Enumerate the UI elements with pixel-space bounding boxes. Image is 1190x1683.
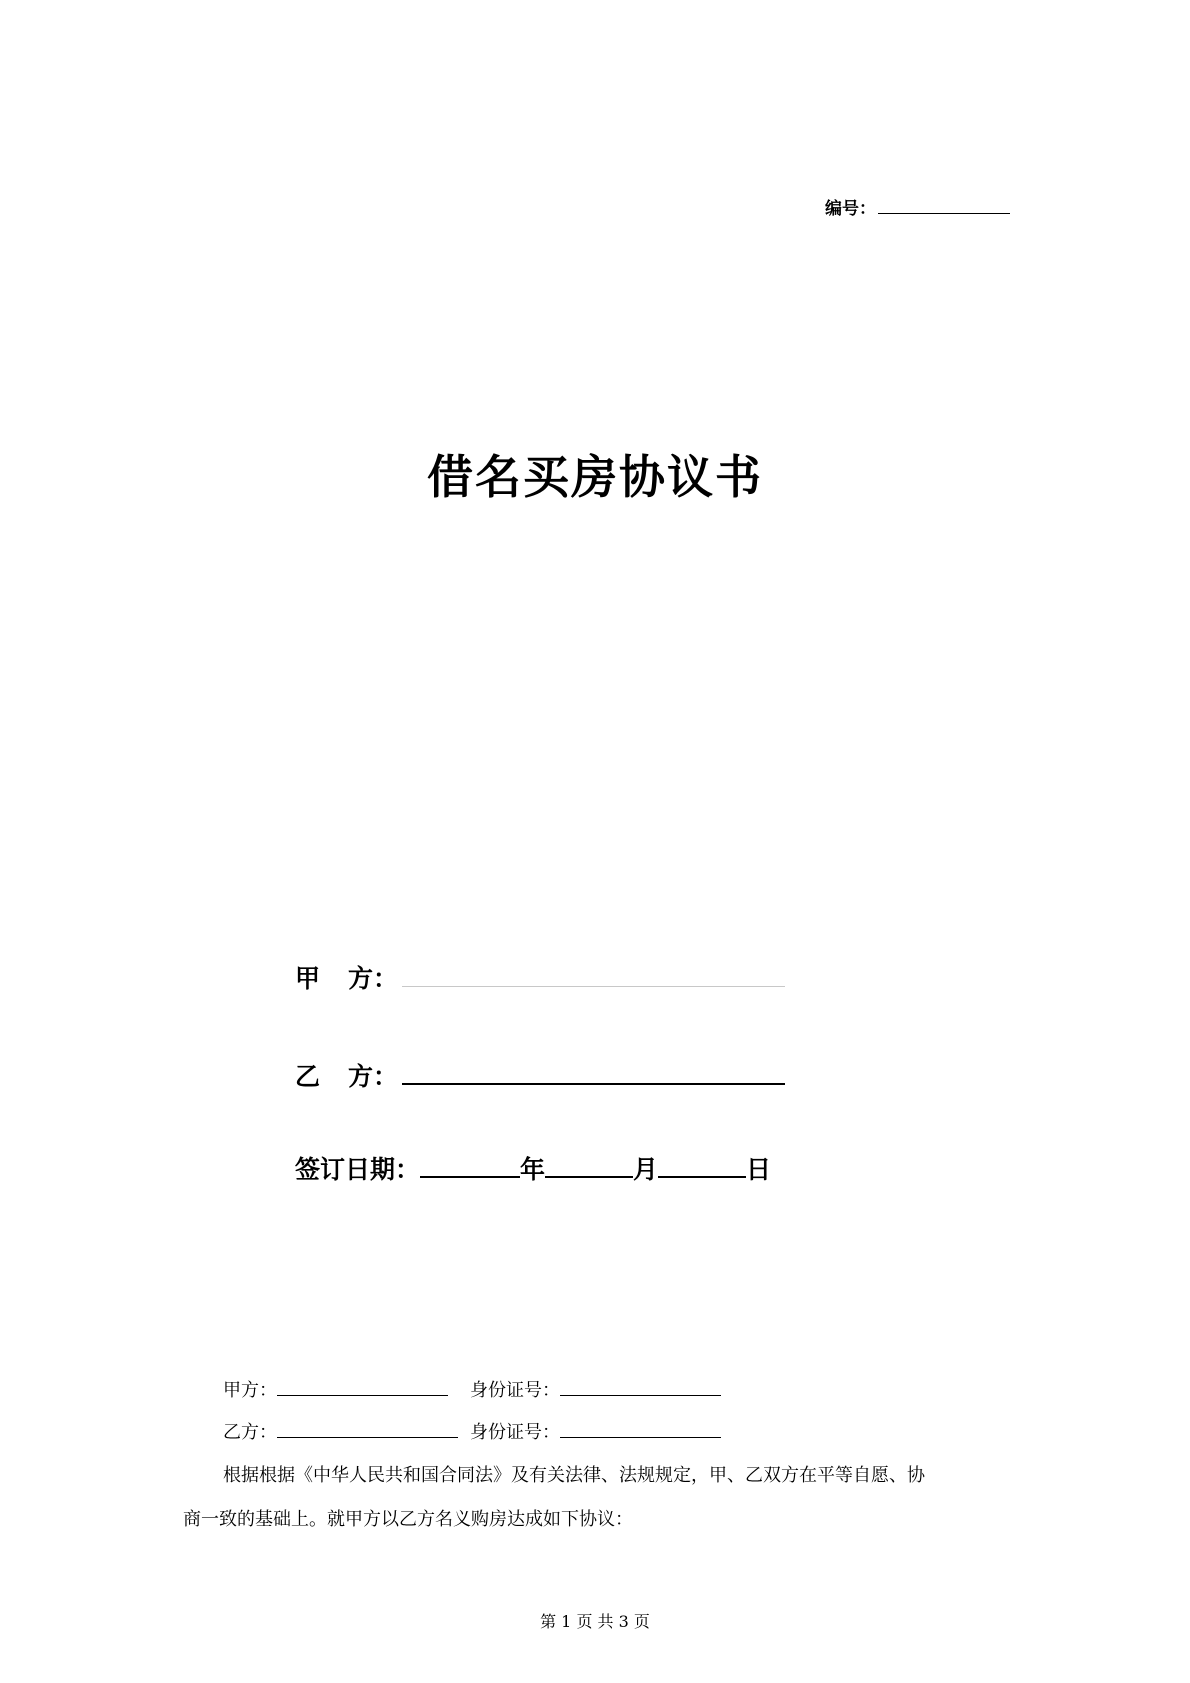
serial-blank[interactable] xyxy=(878,197,1010,214)
party-a-text: 甲方： xyxy=(223,1380,277,1401)
party-b-id-blank[interactable] xyxy=(560,1423,721,1438)
month-blank[interactable] xyxy=(545,1156,633,1178)
party-b-suffix: 方： xyxy=(348,1062,399,1091)
party-b-id-label: 身份证号： xyxy=(470,1422,560,1443)
party-a-id-label: 身份证号： xyxy=(470,1380,560,1401)
year-blank[interactable] xyxy=(420,1156,520,1178)
party-b-label: 乙 xyxy=(295,1062,321,1091)
month-label: 月 xyxy=(633,1155,659,1184)
sign-date-label: 签订日期： xyxy=(295,1155,421,1184)
page-footer: 第 1 页 共 3 页 xyxy=(540,1612,650,1631)
party-b-blank[interactable] xyxy=(402,1063,785,1085)
year-label: 年 xyxy=(520,1155,546,1184)
paragraph-line-2: 商一致的基础上。就甲方以乙方名义购房达成如下协议： xyxy=(183,1509,633,1530)
party-b-text: 乙方： xyxy=(223,1422,277,1443)
document-title: 借名买房协议书 xyxy=(427,450,763,504)
party-a-label: 甲 xyxy=(295,964,321,993)
serial-label: 编号： xyxy=(825,199,876,219)
party-b-row xyxy=(223,1418,721,1444)
day-blank[interactable] xyxy=(658,1156,746,1178)
party-b-name-blank[interactable] xyxy=(277,1423,458,1438)
party-a-blank[interactable] xyxy=(402,966,785,987)
cover-sign-date xyxy=(295,1150,771,1186)
party-a-name-blank[interactable] xyxy=(277,1381,448,1396)
party-a-suffix: 方： xyxy=(348,964,399,993)
party-a-id-blank[interactable] xyxy=(560,1381,721,1396)
cover-party-a xyxy=(295,959,785,995)
cover-party-b xyxy=(295,1057,785,1093)
party-a-row xyxy=(223,1376,721,1402)
day-label: 日 xyxy=(746,1155,772,1184)
paragraph-line-1: 根据根据《中华人民共和国合同法》及有关法律、法规规定，甲、乙双方在平等自愿、协 xyxy=(223,1465,925,1486)
serial-number xyxy=(825,194,1010,219)
